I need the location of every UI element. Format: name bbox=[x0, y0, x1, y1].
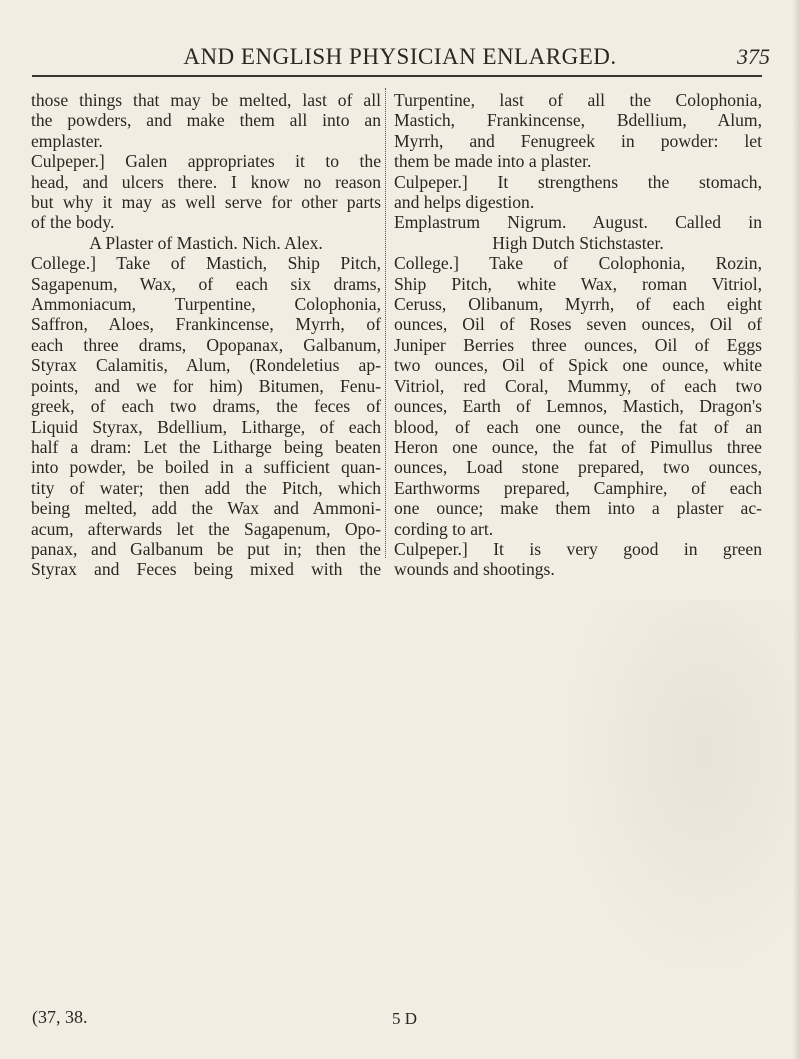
text-line: Culpeper.] It is very good in green bbox=[394, 538, 762, 559]
text-line: each three drams, Opopanax, Galbanum, bbox=[31, 334, 381, 355]
text-line: acum, afterwards let the Sagapenum, Opo- bbox=[31, 518, 381, 539]
text-line: wounds and shootings. bbox=[394, 559, 555, 580]
text-line: being melted, add the Wax and Ammoni- bbox=[31, 498, 381, 519]
running-header: AND ENGLISH PHYSICIAN ENLARGED. bbox=[183, 44, 617, 69]
text-line: one ounce; make them into a plaster ac- bbox=[394, 498, 762, 519]
left-column bbox=[31, 90, 381, 580]
text-line: cording to art. bbox=[394, 518, 494, 539]
text-line: Saffron, Aloes, Frankincense, Myrrh, of bbox=[31, 314, 381, 335]
text-line: Vitriol, red Coral, Mummy, of each two bbox=[394, 375, 762, 396]
text-line: emplaster. bbox=[31, 130, 103, 151]
text-line: them be made into a plaster. bbox=[394, 151, 592, 172]
text-line: panax, and Galbanum be put in; then the bbox=[31, 538, 381, 559]
text-line: Culpeper.] It strengthens the stomach, bbox=[394, 171, 762, 192]
text-line: ounces, Load stone prepared, two ounces, bbox=[394, 457, 762, 478]
text-line: College.] Take of Mastich, Ship Pitch, bbox=[31, 253, 381, 274]
text-line: Emplastrum Nigrum. August. Called in bbox=[394, 212, 762, 233]
right-column bbox=[394, 90, 762, 580]
text-line: Ceruss, Olibanum, Myrrh, of each eight bbox=[394, 294, 762, 315]
text-line: tity of water; then add the Pitch, which bbox=[31, 477, 381, 498]
text-line: College.] Take of Colophonia, Rozin, bbox=[394, 253, 762, 274]
text-line: blood, of each one ounce, the fat of an bbox=[394, 416, 762, 437]
text-line: those things that may be melted, last of all bbox=[31, 90, 381, 110]
text-line: and helps digestion. bbox=[394, 192, 535, 213]
text-line: Turpentine, last of all the Colophonia, bbox=[394, 90, 762, 110]
text-line: Myrrh, and Fenugreek in powder: let bbox=[394, 130, 762, 151]
printer-signature: (37, 38. bbox=[32, 1007, 88, 1027]
text-line: High Dutch Stichstaster. bbox=[492, 232, 664, 253]
text-line: Styrax and Feces being mixed with the bbox=[31, 559, 381, 580]
text-line: Mastich, Frankincense, Bdellium, Alum, bbox=[394, 110, 762, 131]
text-line: head, and ulcers there. I know no reason bbox=[31, 171, 381, 192]
paper-stain bbox=[560, 600, 800, 980]
text-line: points, and we for him) Bitumen, Fenu- bbox=[31, 375, 381, 396]
text-line: half a dram: Let the Litharge being beaten bbox=[31, 436, 381, 457]
text-line: Styrax Calamitis, Alum, (Rondeletius ap- bbox=[31, 355, 381, 376]
text-line: Sagapenum, Wax, of each six drams, bbox=[31, 273, 381, 294]
text-line: the powders, and make them all into an bbox=[31, 110, 381, 131]
page-number: 375 bbox=[737, 44, 770, 69]
text-line: Liquid Styrax, Bdellium, Litharge, of each bbox=[31, 416, 381, 437]
text-line: greek, of each two drams, the feces of bbox=[31, 396, 381, 417]
text-line: ounces, Oil of Roses seven ounces, Oil of bbox=[394, 314, 762, 335]
text-line: Ammoniacum, Turpentine, Colophonia, bbox=[31, 294, 381, 315]
text-line: into powder, be boiled in a sufficient quan- bbox=[31, 457, 381, 478]
text-line: Heron one ounce, the fat of Pimullus three bbox=[394, 436, 762, 457]
text-line: Culpeper.] Galen appropriates it to the bbox=[31, 151, 381, 172]
column-divider bbox=[385, 88, 386, 558]
signature-mark: 5 D bbox=[392, 1009, 418, 1028]
text-line: Juniper Berries three ounces, Oil of Eggs bbox=[394, 334, 762, 355]
text-line: but why it may as well serve for other parts bbox=[31, 192, 381, 213]
text-line: Earthworms prepared, Camphire, of each bbox=[394, 477, 762, 498]
page-edge bbox=[792, 0, 800, 1059]
text-line: of the body. bbox=[31, 212, 115, 233]
text-line: ounces, Earth of Lemnos, Mastich, Dragon's bbox=[394, 396, 762, 417]
text-line: two ounces, Oil of Spick one ounce, white bbox=[394, 355, 762, 376]
text-line: Ship Pitch, white Wax, roman Vitriol, bbox=[394, 273, 762, 294]
header-rule bbox=[32, 75, 762, 77]
text-line: A Plaster of Mastich. Nich. Alex. bbox=[89, 232, 323, 253]
